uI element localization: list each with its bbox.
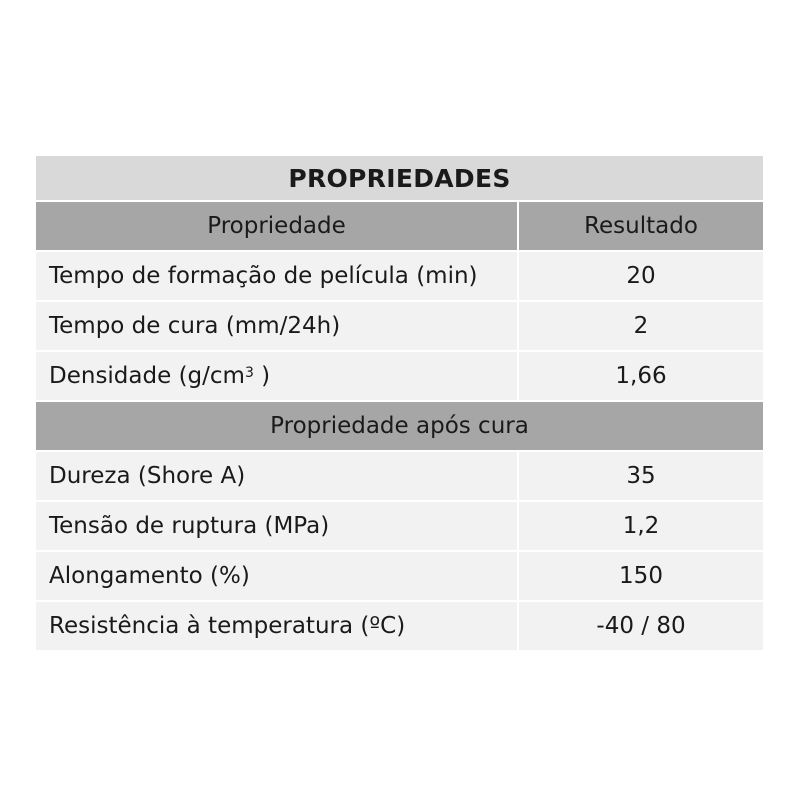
row-value: 1,66	[615, 363, 667, 389]
table-row	[36, 350, 763, 400]
row-property: Resistência à temperatura (ºC)	[36, 602, 519, 650]
row-property: Tempo de cura (mm/24h)	[36, 302, 519, 350]
row-value: 1,2	[622, 513, 660, 539]
section-header: Propriedade após cura	[36, 400, 763, 450]
table-row	[36, 600, 763, 650]
density-exponent: 3	[244, 365, 254, 381]
row-property: Dureza (Shore A)	[36, 452, 519, 500]
properties-table	[36, 156, 763, 650]
table-header-row	[36, 200, 763, 250]
row-property: Alongamento (%)	[36, 552, 519, 600]
header-property: Propriedade	[36, 202, 519, 250]
row-property: Tempo de formação de película (min)	[36, 252, 519, 300]
row-value: -40 / 80	[596, 613, 686, 639]
row-value: 2	[633, 313, 649, 339]
header-result: Resultado	[584, 213, 698, 239]
density-label-suffix: )	[253, 363, 271, 389]
row-property: Tensão de ruptura (MPa)	[36, 502, 519, 550]
row-value: 20	[626, 263, 656, 289]
table-row	[36, 250, 763, 300]
table-title: PROPRIEDADES	[36, 156, 763, 200]
table-row	[36, 450, 763, 500]
table-row	[36, 550, 763, 600]
row-value: 150	[619, 563, 663, 589]
table-row	[36, 300, 763, 350]
row-value: 35	[626, 463, 656, 489]
density-label: Densidade (g/cm	[49, 363, 245, 389]
row-property	[36, 352, 519, 400]
table-row	[36, 500, 763, 550]
